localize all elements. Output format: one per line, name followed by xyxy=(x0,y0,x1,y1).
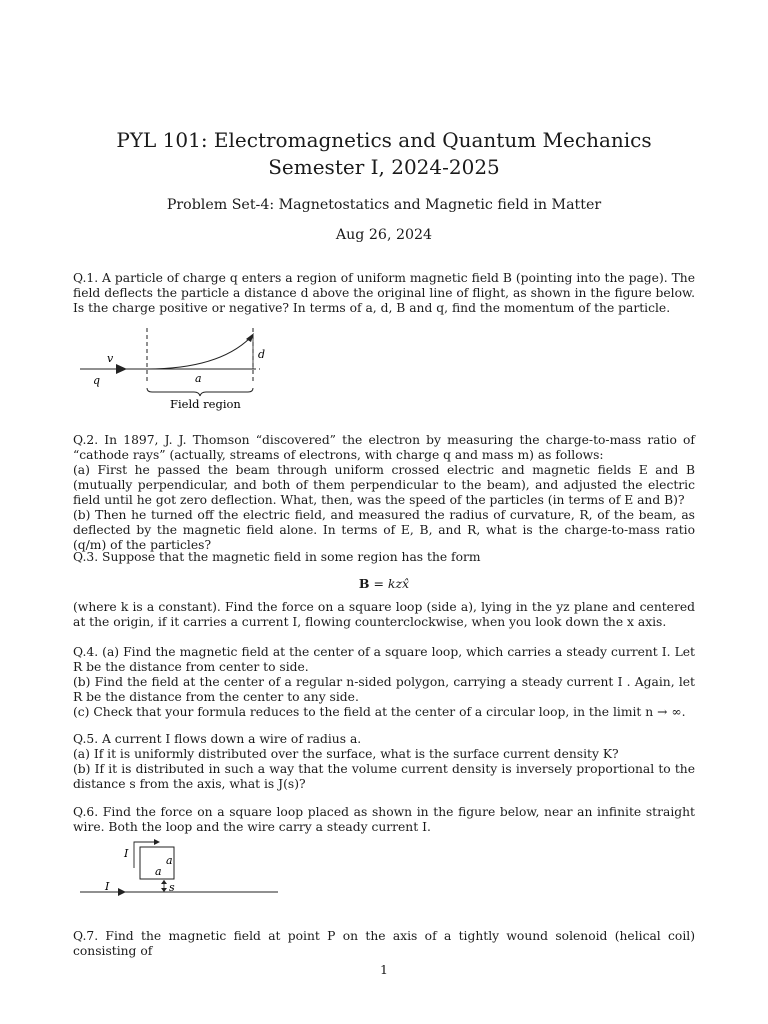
question-5-intro: Q.5. A current I flows down a wire of radius a. xyxy=(73,732,362,746)
question-2-part-a: (a) First he passed the beam through uniform crossed electric and magnetic fields E and B (mutually perpendicular, and both of them perpendicular to the beam), and adjusted the electric field until he got zero deflection. What, then, was the speed of the particles (in terms of E and B)? xyxy=(73,463,695,507)
question-5-part-a: (a) If it is uniformly distributed over the surface, what is the surface current density K? xyxy=(73,747,619,761)
question-1 xyxy=(73,271,695,316)
field-region-figure xyxy=(78,322,278,414)
question-2-intro: Q.2. In 1897, J. J. Thomson “discovered” the electron by measuring the charge-to-mass ratio of “cathode rays” (actually, streams of electrons, with charge q and mass m) as follows: xyxy=(73,433,695,462)
charge-label: q xyxy=(93,374,101,387)
question-6-text: Q.6. Find the force on a square loop placed as shown in the figure below, near an infinite straight wire. Both the loop and the wire carry a steady current I. xyxy=(73,805,695,834)
date: Aug 26, 2024 xyxy=(335,227,433,243)
loop-bottom-label: a xyxy=(155,865,162,878)
question-2 xyxy=(73,433,695,553)
equation-rhs: = kzx̂ xyxy=(369,576,410,591)
magnetic-field-equation xyxy=(0,576,768,591)
question-5-part-b: (b) If it is distributed in such a way that the volume current density is inversely proportional to the distance s from the axis, what is J(s)? xyxy=(73,762,695,791)
question-7-text: Q.7. Find the magnetic field at point P on the axis of a tightly wound solenoid (helical coil) consisting of xyxy=(73,929,695,958)
question-3-intro: Q.3. Suppose that the magnetic field in some region has the form xyxy=(73,550,481,564)
distance-a-label: a xyxy=(195,372,202,385)
question-3-text: (where k is a constant). Find the force on a square loop (side a), lying in the yz plane and centered at the origin, if it carries a current I, flowing counterclockwise, when you look down the x axis. xyxy=(73,600,695,629)
question-4-part-a: Q.4. (a) Find the magnetic field at the center of a square loop, which carries a steady current I. Let R be the distance from center to side. xyxy=(73,645,695,674)
problem-set-title: Problem Set-4: Magnetostatics and Magnetic field in Matter xyxy=(166,197,602,213)
square-loop-figure xyxy=(78,838,278,910)
question-5 xyxy=(73,732,695,792)
semester-title: Semester I, 2024-2025 xyxy=(268,155,500,179)
equation-lhs: B xyxy=(358,576,370,591)
question-4 xyxy=(73,645,695,720)
loop-current-label: I xyxy=(124,847,129,860)
question-4-part-b: (b) Find the field at the center of a regular n-sided polygon, carrying a steady current I . Again, let R be the distance from the center to any side. xyxy=(73,675,695,704)
course-title: PYL 101: Electromagnetics and Quantum Mechanics xyxy=(116,128,652,152)
question-1-text: Q.1. A particle of charge q enters a region of uniform magnetic field B (pointing into the page). The field deflects the particle a distance d above the original line of flight, as shown in the figure below. Is the charge positive or negative? In terms of a, d, B and q, find the momentum of the particle. xyxy=(73,271,695,315)
loop-side-label: a xyxy=(166,854,173,867)
page-number: 1 xyxy=(380,962,388,977)
field-region-label: Field region xyxy=(170,397,241,411)
wire-current-label: I xyxy=(105,880,110,893)
separation-s-label: s xyxy=(169,881,175,894)
question-4-part-c: (c) Check that your formula reduces to the field at the center of a circular loop, in the limit n → ∞. xyxy=(73,705,686,719)
velocity-label: v xyxy=(107,352,114,365)
deflection-d-label: d xyxy=(258,348,266,361)
question-2-part-b: (b) Then he turned off the electric field, and measured the radius of curvature, R, of the beam, as deflected by the magnetic field alone. In terms of E, B, and R, what is the charge-to-mass ratio (q/m) of the particles? xyxy=(73,508,695,552)
